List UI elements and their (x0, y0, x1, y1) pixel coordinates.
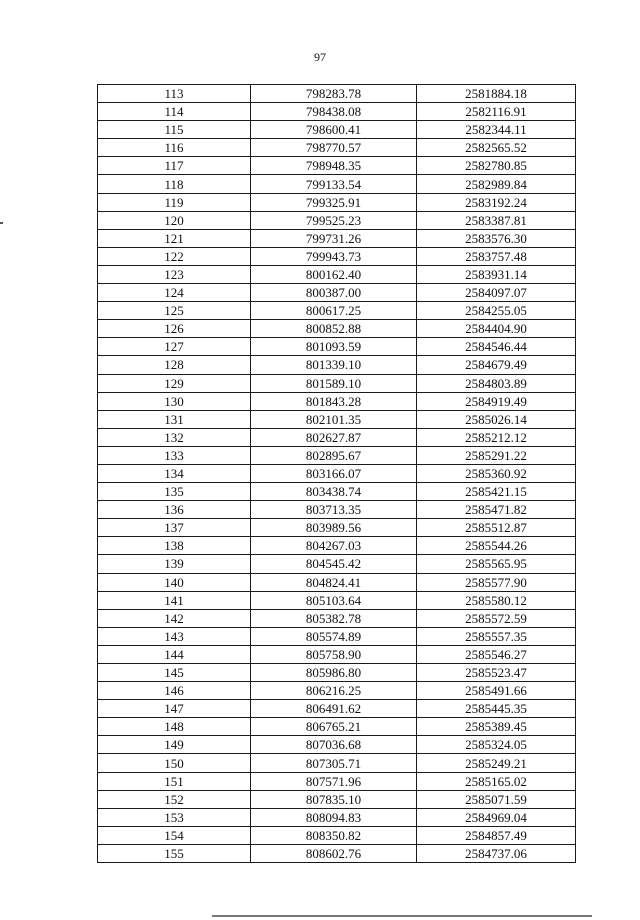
y-coordinate-cell: 2584097.07 (417, 284, 576, 302)
point-number-cell: 154 (98, 826, 251, 844)
y-coordinate-cell: 2585565.95 (417, 555, 576, 573)
x-coordinate-cell: 804824.41 (251, 573, 417, 591)
y-coordinate-cell: 2583192.24 (417, 193, 576, 211)
table-row (98, 302, 576, 320)
y-coordinate-cell: 2585249.21 (417, 754, 576, 772)
x-coordinate-cell: 802895.67 (251, 446, 417, 464)
x-coordinate-cell: 799325.91 (251, 193, 417, 211)
x-coordinate-cell: 807036.68 (251, 736, 417, 754)
point-number-cell: 144 (98, 645, 251, 663)
x-coordinate-cell: 802627.87 (251, 428, 417, 446)
y-coordinate-cell: 2585577.90 (417, 573, 576, 591)
point-number-cell: 141 (98, 591, 251, 609)
point-number-cell: 124 (98, 284, 251, 302)
x-coordinate-cell: 805986.80 (251, 664, 417, 682)
x-coordinate-cell: 808602.76 (251, 844, 417, 862)
table-row (98, 808, 576, 826)
x-coordinate-cell: 799133.54 (251, 175, 417, 193)
y-coordinate-cell: 2584857.49 (417, 826, 576, 844)
table-row (98, 428, 576, 446)
table-row (98, 464, 576, 482)
x-coordinate-cell: 807835.10 (251, 790, 417, 808)
y-coordinate-cell: 2583576.30 (417, 229, 576, 247)
scan-edge-mark-left (0, 222, 3, 224)
point-number-cell: 115 (98, 121, 251, 139)
point-number-cell: 150 (98, 754, 251, 772)
point-number-cell: 145 (98, 664, 251, 682)
table-row (98, 193, 576, 211)
table-row (98, 844, 576, 862)
table-row (98, 139, 576, 157)
table-row (98, 772, 576, 790)
y-coordinate-cell: 2585445.35 (417, 700, 576, 718)
y-coordinate-cell: 2581884.18 (417, 85, 576, 103)
point-number-cell: 140 (98, 573, 251, 591)
x-coordinate-cell: 801589.10 (251, 374, 417, 392)
y-coordinate-cell: 2585512.87 (417, 519, 576, 537)
x-coordinate-cell: 805382.78 (251, 609, 417, 627)
point-number-cell: 126 (98, 320, 251, 338)
x-coordinate-cell: 799525.23 (251, 211, 417, 229)
table-row (98, 790, 576, 808)
point-number-cell: 138 (98, 537, 251, 555)
table-row (98, 537, 576, 555)
table-row (98, 591, 576, 609)
point-number-cell: 121 (98, 229, 251, 247)
y-coordinate-cell: 2584546.44 (417, 338, 576, 356)
y-coordinate-cell: 2583931.14 (417, 265, 576, 283)
table-row (98, 573, 576, 591)
table-row (98, 519, 576, 537)
y-coordinate-cell: 2585026.14 (417, 410, 576, 428)
x-coordinate-cell: 798948.35 (251, 157, 417, 175)
y-coordinate-cell: 2585572.59 (417, 609, 576, 627)
y-coordinate-cell: 2583387.81 (417, 211, 576, 229)
x-coordinate-cell: 806491.62 (251, 700, 417, 718)
x-coordinate-cell: 803438.74 (251, 483, 417, 501)
point-number-cell: 127 (98, 338, 251, 356)
x-coordinate-cell: 805574.89 (251, 627, 417, 645)
y-coordinate-cell: 2582780.85 (417, 157, 576, 175)
x-coordinate-cell: 808094.83 (251, 808, 417, 826)
x-coordinate-cell: 800387.00 (251, 284, 417, 302)
x-coordinate-cell: 806765.21 (251, 718, 417, 736)
table-row (98, 736, 576, 754)
table-row (98, 754, 576, 772)
x-coordinate-cell: 801339.10 (251, 356, 417, 374)
point-number-cell: 114 (98, 103, 251, 121)
x-coordinate-cell: 800617.25 (251, 302, 417, 320)
point-number-cell: 116 (98, 139, 251, 157)
point-number-cell: 135 (98, 483, 251, 501)
y-coordinate-cell: 2585580.12 (417, 591, 576, 609)
table-row (98, 85, 576, 103)
table-row (98, 826, 576, 844)
y-coordinate-cell: 2585071.59 (417, 790, 576, 808)
table-row (98, 555, 576, 573)
y-coordinate-cell: 2585557.35 (417, 627, 576, 645)
table-row (98, 320, 576, 338)
x-coordinate-cell: 807571.96 (251, 772, 417, 790)
table-row (98, 718, 576, 736)
point-number-cell: 134 (98, 464, 251, 482)
x-coordinate-cell: 804267.03 (251, 537, 417, 555)
table-row (98, 446, 576, 464)
x-coordinate-cell: 798600.41 (251, 121, 417, 139)
x-coordinate-cell: 798438.08 (251, 103, 417, 121)
y-coordinate-cell: 2585546.27 (417, 645, 576, 663)
x-coordinate-cell: 798770.57 (251, 139, 417, 157)
table-row (98, 338, 576, 356)
y-coordinate-cell: 2584404.90 (417, 320, 576, 338)
y-coordinate-cell: 2585291.22 (417, 446, 576, 464)
table-row (98, 265, 576, 283)
point-number-cell: 147 (98, 700, 251, 718)
x-coordinate-cell: 801843.28 (251, 392, 417, 410)
point-number-cell: 137 (98, 519, 251, 537)
point-number-cell: 123 (98, 265, 251, 283)
y-coordinate-cell: 2584679.49 (417, 356, 576, 374)
x-coordinate-cell: 802101.35 (251, 410, 417, 428)
point-number-cell: 139 (98, 555, 251, 573)
y-coordinate-cell: 2582565.52 (417, 139, 576, 157)
point-number-cell: 129 (98, 374, 251, 392)
y-coordinate-cell: 2585471.82 (417, 501, 576, 519)
point-number-cell: 148 (98, 718, 251, 736)
x-coordinate-cell: 805758.90 (251, 645, 417, 663)
table-row (98, 103, 576, 121)
table-row (98, 627, 576, 645)
point-number-cell: 117 (98, 157, 251, 175)
table-row (98, 175, 576, 193)
table-row (98, 682, 576, 700)
point-number-cell: 136 (98, 501, 251, 519)
point-number-cell: 118 (98, 175, 251, 193)
table-row (98, 410, 576, 428)
y-coordinate-cell: 2585389.45 (417, 718, 576, 736)
point-number-cell: 151 (98, 772, 251, 790)
coordinates-table (97, 84, 576, 863)
point-number-cell: 155 (98, 844, 251, 862)
point-number-cell: 130 (98, 392, 251, 410)
point-number-cell: 143 (98, 627, 251, 645)
table-row (98, 247, 576, 265)
table-row (98, 121, 576, 139)
y-coordinate-cell: 2582344.11 (417, 121, 576, 139)
y-coordinate-cell: 2585324.05 (417, 736, 576, 754)
table-row (98, 609, 576, 627)
table-row (98, 664, 576, 682)
x-coordinate-cell: 805103.64 (251, 591, 417, 609)
x-coordinate-cell: 798283.78 (251, 85, 417, 103)
point-number-cell: 128 (98, 356, 251, 374)
point-number-cell: 146 (98, 682, 251, 700)
y-coordinate-cell: 2582989.84 (417, 175, 576, 193)
x-coordinate-cell: 804545.42 (251, 555, 417, 573)
y-coordinate-cell: 2584737.06 (417, 844, 576, 862)
x-coordinate-cell: 801093.59 (251, 338, 417, 356)
scan-edge-mark-bottom (212, 915, 592, 917)
point-number-cell: 149 (98, 736, 251, 754)
point-number-cell: 120 (98, 211, 251, 229)
x-coordinate-cell: 800852.88 (251, 320, 417, 338)
point-number-cell: 153 (98, 808, 251, 826)
table-row (98, 157, 576, 175)
table-row (98, 284, 576, 302)
table-row (98, 501, 576, 519)
x-coordinate-cell: 806216.25 (251, 682, 417, 700)
y-coordinate-cell: 2585165.02 (417, 772, 576, 790)
coordinates-table-body (98, 85, 576, 863)
x-coordinate-cell: 800162.40 (251, 265, 417, 283)
point-number-cell: 122 (98, 247, 251, 265)
y-coordinate-cell: 2585360.92 (417, 464, 576, 482)
y-coordinate-cell: 2585421.15 (417, 483, 576, 501)
x-coordinate-cell: 799943.73 (251, 247, 417, 265)
point-number-cell: 119 (98, 193, 251, 211)
x-coordinate-cell: 803713.35 (251, 501, 417, 519)
y-coordinate-cell: 2585544.26 (417, 537, 576, 555)
point-number-cell: 125 (98, 302, 251, 320)
y-coordinate-cell: 2584803.89 (417, 374, 576, 392)
y-coordinate-cell: 2585523.47 (417, 664, 576, 682)
point-number-cell: 132 (98, 428, 251, 446)
y-coordinate-cell: 2585212.12 (417, 428, 576, 446)
y-coordinate-cell: 2584969.04 (417, 808, 576, 826)
table-row (98, 392, 576, 410)
x-coordinate-cell: 808350.82 (251, 826, 417, 844)
table-row (98, 700, 576, 718)
table-row (98, 645, 576, 663)
x-coordinate-cell: 803166.07 (251, 464, 417, 482)
y-coordinate-cell: 2582116.91 (417, 103, 576, 121)
table-row (98, 374, 576, 392)
point-number-cell: 131 (98, 410, 251, 428)
page-number: 97 (314, 50, 326, 64)
x-coordinate-cell: 807305.71 (251, 754, 417, 772)
y-coordinate-cell: 2585491.66 (417, 682, 576, 700)
y-coordinate-cell: 2583757.48 (417, 247, 576, 265)
table-row (98, 211, 576, 229)
table-row (98, 229, 576, 247)
point-number-cell: 152 (98, 790, 251, 808)
table-row (98, 356, 576, 374)
x-coordinate-cell: 799731.26 (251, 229, 417, 247)
y-coordinate-cell: 2584255.05 (417, 302, 576, 320)
table-row (98, 483, 576, 501)
point-number-cell: 113 (98, 85, 251, 103)
y-coordinate-cell: 2584919.49 (417, 392, 576, 410)
point-number-cell: 142 (98, 609, 251, 627)
point-number-cell: 133 (98, 446, 251, 464)
x-coordinate-cell: 803989.56 (251, 519, 417, 537)
